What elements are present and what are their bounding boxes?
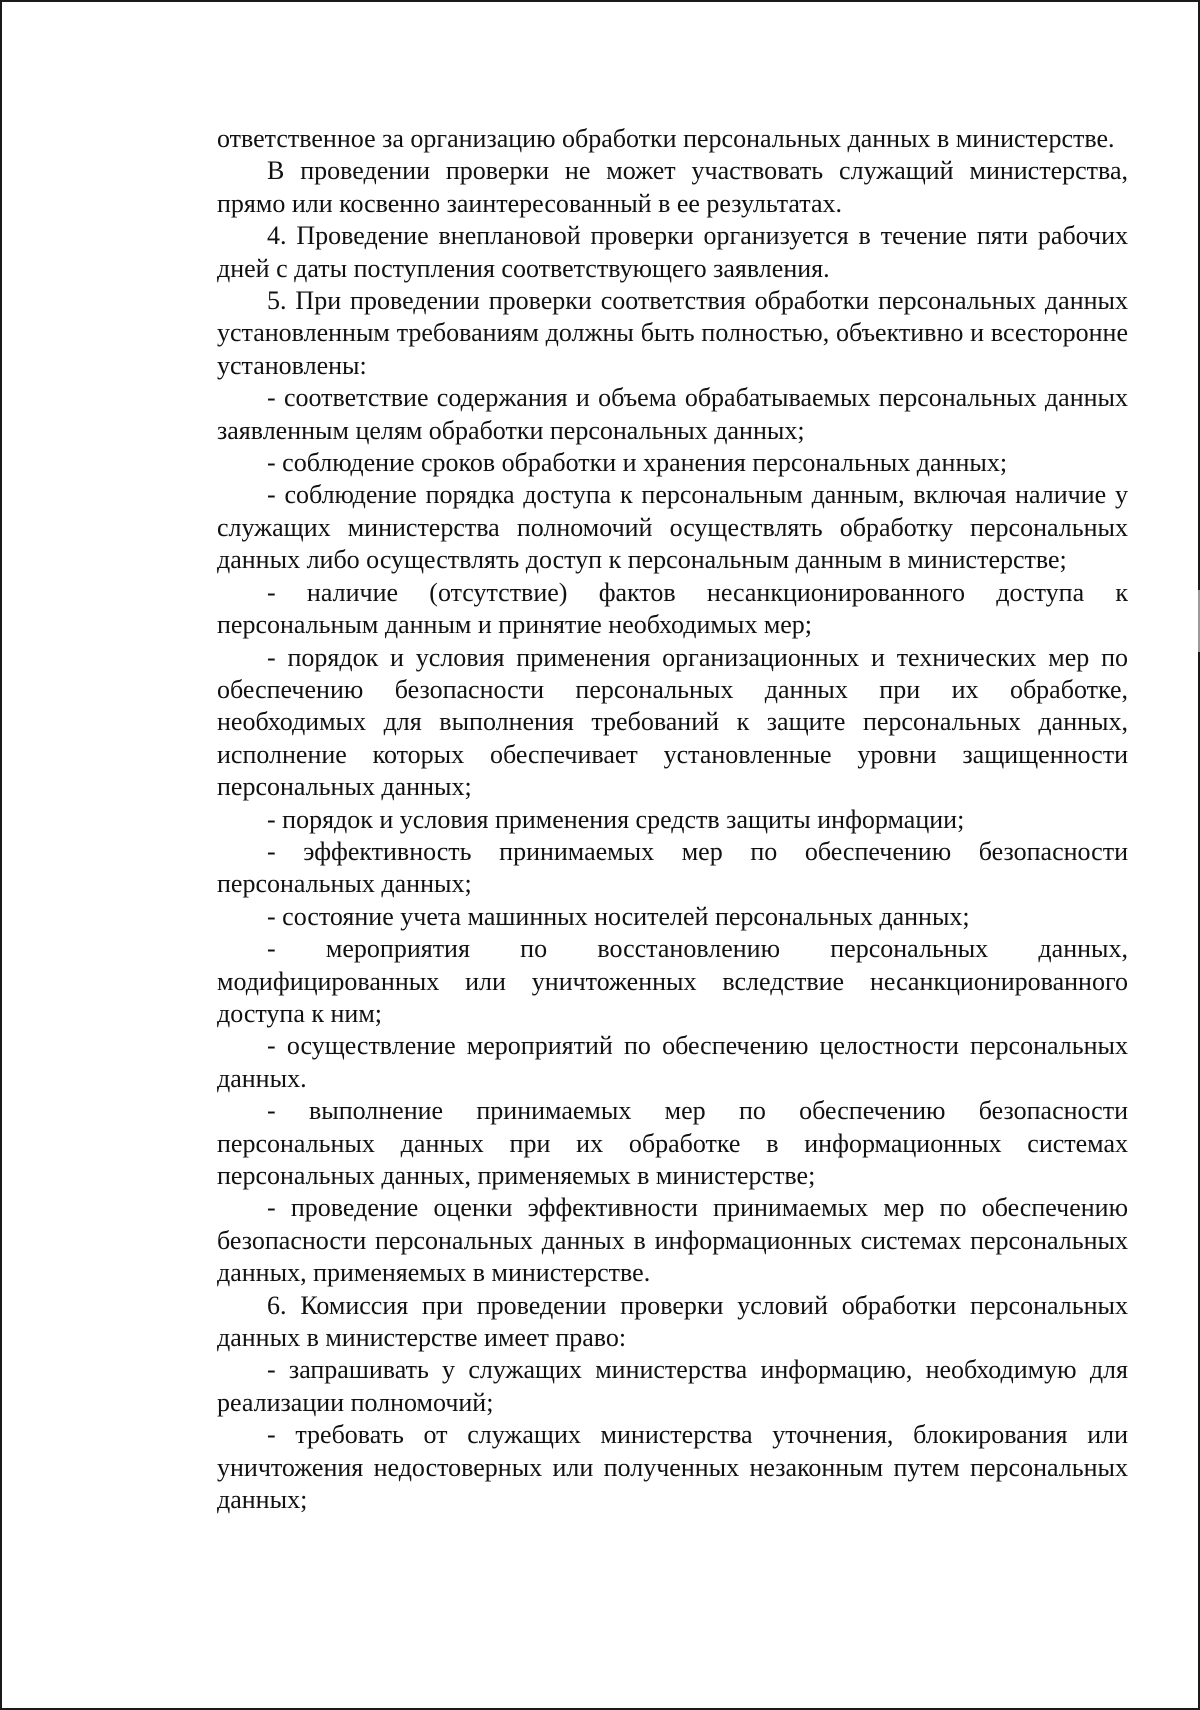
list-item-request-information: - запрашивать у служащих министерства информацию, необходимую для реализации полномочий; xyxy=(217,1355,1128,1417)
list-item-media-accounting: - состояние учета машинных носителей персональных данных; xyxy=(267,901,970,931)
paragraph-inspection-exclusion: В проведении проверки не может участвовать служащий министерства, прямо или косвенно заинтересованный в ее результатах. xyxy=(217,156,1128,218)
list-item-measure-efficiency: - эффективность принимаемых мер по обеспечению безопасности персональных данных; xyxy=(217,836,1128,899)
paragraph-item-4: 4. Проведение внеплановой проверки организуется в течение пяти рабочих дней с даты поступления соответствующего заявления. xyxy=(217,221,1128,283)
list-item-measures-execution: - выполнение принимаемых мер по обеспечению безопасности персональных данных при их обработке в информационных системах персональных данных, применяемых в министерстве; xyxy=(217,1096,1128,1190)
list-item-unauthorized-access: - наличие (отсутствие) фактов несанкционированного доступа к персональным данным и принятие необходимых мер; xyxy=(217,577,1128,640)
list-item-protection-tools: - порядок и условия применения средств защиты информации; xyxy=(267,804,965,834)
list-item-content-volume: - соответствие содержания и объема обрабатываемых персональных данных заявленным целям обработки персональных данных; xyxy=(217,383,1128,445)
list-item-security-measures: - порядок и условия применения организационных и технических мер по обеспечению безопасности персональных данных при их обработке, необходимых для выполнения требований к защите персональных данных, исполнение которых обеспечивает установленные уровни защищенности персональных данных; xyxy=(217,642,1128,802)
document-body xyxy=(217,123,1128,1516)
list-item-data-recovery: - мероприятия по восстановлению персональных данных, модифицированных или уничтоженных вследствие несанкционированного доступа к ним; xyxy=(217,934,1128,1028)
list-item-require-correction: - требовать от служащих министерства уточнения, блокирования или уничтожения недостоверных или полученных незаконным путем персональных данных; xyxy=(217,1420,1128,1515)
list-item-efficiency-assessment: - проведение оценки эффективности принимаемых мер по обеспечению безопасности персональных данных в информационных системах персональных данных, применяемых в министерстве. xyxy=(217,1193,1128,1288)
paragraph-item-5: 5. При проведении проверки соответствия обработки персональных данных установленным требованиям должны быть полностью, объективно и всесторонне установлены: xyxy=(217,286,1128,380)
list-item-access-order: - соблюдение порядка доступа к персональным данным, включая наличие у служащих министерства полномочий осуществлять обработку персональных данных либо осуществлять доступ к персональным данным в министерстве; xyxy=(217,480,1128,575)
list-item-storage-terms: - соблюдение сроков обработки и хранения персональных данных; xyxy=(267,448,1008,478)
paragraph-item-6: 6. Комиссия при проведении проверки условий обработки персональных данных в министерстве имеет право: xyxy=(217,1290,1128,1353)
list-item-data-integrity: - осуществление мероприятий по обеспечению целостности персональных данных. xyxy=(217,1031,1128,1093)
paragraph-continuation: ответственное за организацию обработки персональных данных в министерстве. xyxy=(217,124,1115,153)
